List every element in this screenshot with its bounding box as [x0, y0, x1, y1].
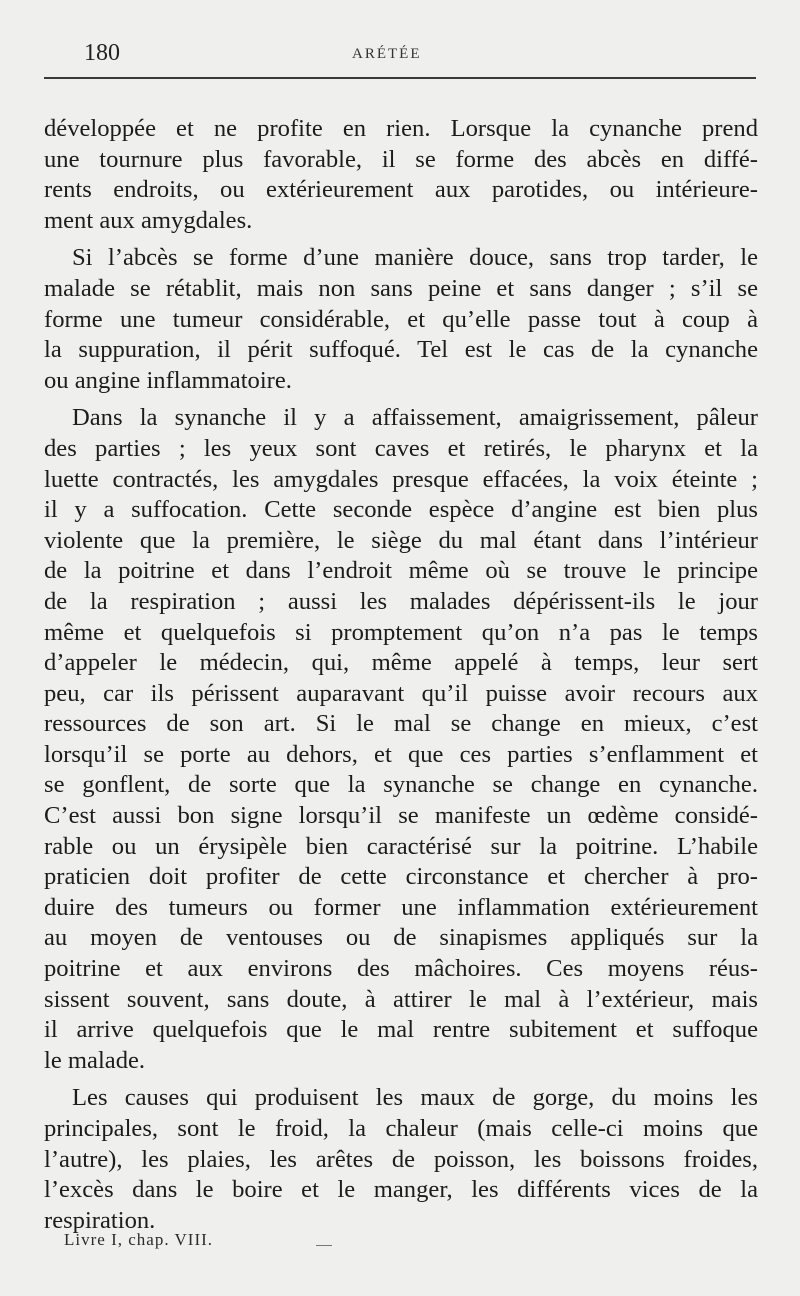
text-line: praticien doit profiter de cette circonstance et chercher à pro- [44, 863, 758, 891]
page-number: 180 [84, 40, 120, 66]
text-line: rents endroits, ou extérieurement aux parotides, ou intérieure- [44, 176, 758, 204]
text-line: de la poitrine et dans l’endroit même où se trouve le principe [44, 557, 758, 585]
text-line: l’autre), les plaies, les arêtes de poisson, les boissons froides, [44, 1145, 758, 1173]
paragraph [44, 1083, 758, 1236]
text-line: Dans la synanche il y a affaissement, amaigrissement, pâleur [72, 404, 758, 432]
text-line: la suppuration, il périt suffoqué. Tel est le cas de la cynanche [44, 336, 758, 364]
text-line: C’est aussi bon signe lorsqu’il se manifeste un œdème considé- [44, 802, 758, 830]
text-line: des parties ; les yeux sont caves et retirés, le pharynx et la [44, 434, 758, 462]
text-line: violente que la première, le siège du mal étant dans l’intérieur [44, 526, 758, 554]
text-line: respiration. [44, 1206, 156, 1234]
page-header [44, 38, 754, 72]
text-line: malade se rétablit, mais non sans peine et sans danger ; s’il se [44, 274, 758, 302]
text-line: Si l’abcès se forme d’une manière douce, sans trop tarder, le [72, 244, 758, 272]
text-line: l’excès dans le boire et le manger, les différents vices de la [44, 1176, 758, 1204]
text-line: principales, sont le froid, la chaleur (mais celle-ci moins que [44, 1115, 758, 1142]
text-line: se gonflent, de sorte que la synanche se change en cynanche. [44, 771, 758, 799]
text-line: développée et ne profite en rien. Lorsque la cynanche prend [44, 115, 758, 142]
text-line: luette contractés, les amygdales presque effacées, la voix éteinte ; [44, 465, 758, 493]
text-line: le malade. [44, 1046, 146, 1074]
text-line: il y a suffocation. Cette seconde espèce d’angine est bien plus [44, 496, 758, 524]
text-line: une tournure plus favorable, il se forme des abcès en diffé- [44, 145, 758, 173]
paragraph-gap [44, 1076, 758, 1083]
paragraph [44, 114, 758, 236]
text-line: ressources de son art. Si le mal se change en mieux, c’est [44, 710, 758, 738]
text-line: forme une tumeur considérable, et qu’elle passe tout à coup à [44, 305, 758, 333]
body-text [44, 114, 758, 1236]
text-line: il arrive quelquefois que le mal rentre subitement et suffoque [44, 1016, 758, 1044]
text-line: ment aux amygdales. [44, 206, 253, 234]
paragraph [44, 243, 758, 396]
paragraph-gap [44, 396, 758, 403]
text-line: lorsqu’il se porte au dehors, et que ces parties s’enflamment et [44, 740, 758, 768]
text-line: au moyen de ventouses ou de sinapismes appliqués sur la [44, 924, 758, 952]
text-line: peu, car ils périssent auparavant qu’il puisse avoir recours aux [44, 679, 758, 707]
text-line: poitrine et aux environs des mâchoires. Ces moyens réus- [44, 955, 758, 983]
text-line: d’appeler le médecin, qui, même appelé à temps, leur sert [44, 649, 758, 677]
text-line: Les causes qui produisent les maux de gorge, du moins les [72, 1084, 758, 1112]
text-line: sissent souvent, sans doute, à attirer le mal à l’extérieur, mais [44, 985, 758, 1013]
text-line: rable ou un érysipèle bien caractérisé sur la poitrine. L’habile [44, 832, 758, 860]
footer-dash [316, 1245, 332, 1246]
footnote: Livre I, chap. VIII. [64, 1230, 214, 1249]
text-line: duire des tumeurs ou former une inflammation extérieurement [44, 893, 758, 921]
text-line: même et quelquefois si promptement qu’on n’a pas le temps [44, 618, 758, 646]
text-line: ou angine inflammatoire. [44, 366, 292, 394]
running-title: ARÉTÉE [352, 46, 422, 62]
text-line: de la respiration ; aussi les malades dépérissent-ils le jour [44, 587, 758, 615]
header-rule [44, 77, 756, 79]
paragraph [44, 403, 758, 1076]
paragraph-gap [44, 236, 758, 243]
